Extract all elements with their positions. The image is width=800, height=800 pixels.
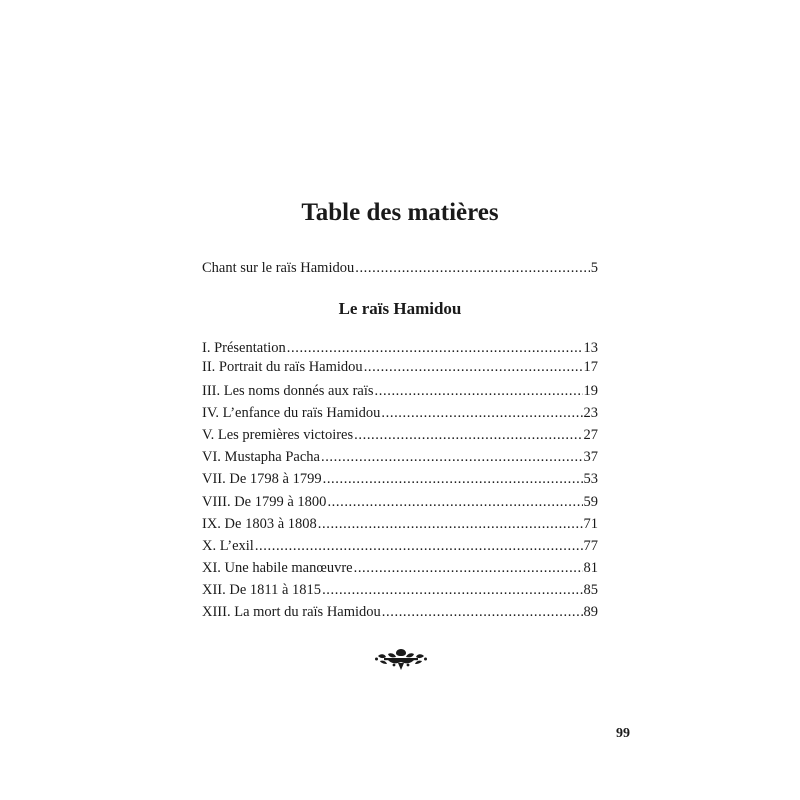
dot-leader xyxy=(375,381,583,402)
dot-leader xyxy=(364,357,583,378)
toc-entry-page: 37 xyxy=(583,449,598,465)
fleuron-ornament-icon xyxy=(374,646,428,672)
toc-entry-label: VI. Mustapha Pacha xyxy=(202,449,320,465)
dot-leader xyxy=(321,447,583,468)
dot-leader xyxy=(318,514,583,535)
toc-entry-label: X. L’exil xyxy=(202,538,254,554)
toc-entry-label: IX. De 1803 à 1808 xyxy=(202,516,317,532)
toc-entry xyxy=(202,403,598,424)
toc-entry-page: 23 xyxy=(583,405,598,421)
page-title: Table des matières xyxy=(301,199,499,226)
toc-entry xyxy=(202,338,598,359)
toc-entry-intro xyxy=(202,258,598,279)
toc-entry-label: XII. De 1811 à 1815 xyxy=(202,582,322,598)
toc-entry-label: VII. De 1798 à 1799 xyxy=(202,471,322,487)
toc-entry-page: 81 xyxy=(583,560,598,576)
toc-entry xyxy=(202,536,598,557)
toc-entry-label: VIII. De 1799 à 1800 xyxy=(202,494,327,510)
toc-entry-page: 89 xyxy=(583,604,598,620)
toc-entry-page: 27 xyxy=(583,427,598,443)
toc-entry-label: II. Portrait du raïs Hamidou xyxy=(202,359,363,375)
dot-leader xyxy=(354,425,582,446)
toc-entry-page: 5 xyxy=(590,260,598,276)
toc-entry xyxy=(202,492,598,513)
toc-entry-page: 19 xyxy=(583,383,598,399)
toc-entry-page: 77 xyxy=(583,538,598,554)
toc-entry-page: 53 xyxy=(583,471,598,487)
toc-entry xyxy=(202,469,598,490)
toc-entry-label: Chant sur le raïs Hamidou xyxy=(202,260,355,276)
toc-entry xyxy=(202,580,598,601)
toc-entry-label: XI. Une habile manœuvre xyxy=(202,560,353,576)
toc-entry xyxy=(202,357,598,378)
toc-entry-page: 17 xyxy=(583,359,598,375)
toc-entry-label: IV. L’enfance du raïs Hamidou xyxy=(202,405,381,421)
dot-leader xyxy=(255,536,583,557)
dot-leader xyxy=(327,492,582,513)
toc-entry-label: XIII. La mort du raïs Hamidou xyxy=(202,604,381,620)
toc-entry xyxy=(202,514,598,535)
dot-leader xyxy=(354,558,583,579)
dot-leader xyxy=(382,602,583,623)
toc-entry-page: 71 xyxy=(583,516,598,532)
toc-entry-label: III. Les noms donnés aux raïs xyxy=(202,383,374,399)
dot-leader xyxy=(287,338,583,359)
toc-entry xyxy=(202,602,598,623)
toc-entry-page: 59 xyxy=(583,494,598,510)
toc-entry-page: 13 xyxy=(583,340,598,356)
toc-entry xyxy=(202,558,598,579)
toc-entry-label: V. Les premières victoires xyxy=(202,427,354,443)
toc-entry xyxy=(202,381,598,402)
dot-leader xyxy=(355,258,590,279)
dot-leader xyxy=(323,469,583,490)
dot-leader xyxy=(381,403,582,424)
toc-entry-page: 85 xyxy=(583,582,598,598)
toc-entry xyxy=(202,425,598,446)
section-title: Le raïs Hamidou xyxy=(338,299,462,318)
toc-entry xyxy=(202,447,598,468)
dot-leader xyxy=(322,580,582,601)
toc-entry-label: I. Présentation xyxy=(202,340,286,356)
page-number: 99 xyxy=(616,726,630,741)
